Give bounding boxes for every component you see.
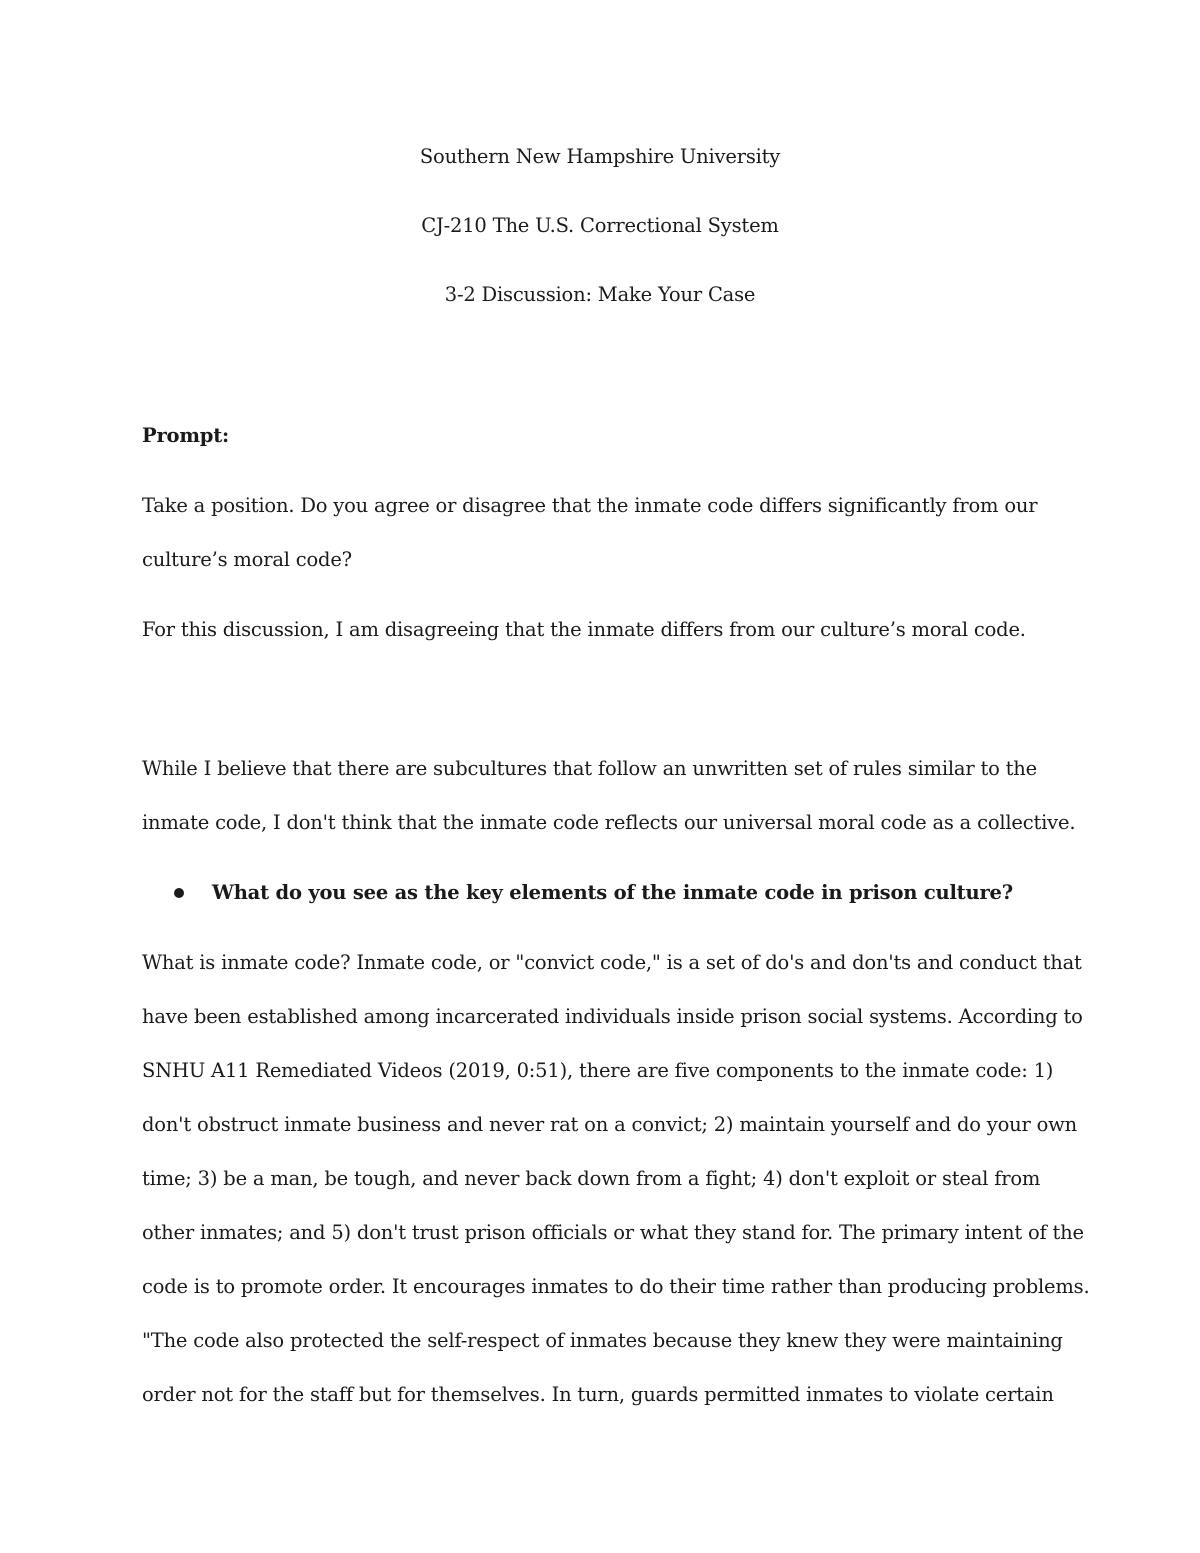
- assignment-title: 3-2 Discussion: Make Your Case: [444, 283, 756, 306]
- university-name: Southern New Hampshire University: [419, 145, 781, 168]
- body-line: code is to promote order. It encourages inmates to do their time rather than producing problems.: [142, 1275, 1090, 1298]
- body-line: order not for the staff but for themselves. In turn, guards permitted inmates to violate certain: [142, 1383, 1054, 1406]
- body-line: What is inmate code? Inmate code, or "convict code," is a set of do's and don'ts and conduct that: [142, 951, 1082, 974]
- bullet-icon: [174, 888, 184, 898]
- bullet-question: What do you see as the key elements of the inmate code in prison culture?: [212, 881, 1013, 904]
- body-line: time; 3) be a man, be tough, and never back down from a fight; 4) don't exploit or steal from: [142, 1167, 1041, 1190]
- position-statement: For this discussion, I am disagreeing that the inmate differs from our culture’s moral code.: [142, 618, 1026, 641]
- prompt-line: Take a position. Do you agree or disagree that the inmate code differs significantly from our: [142, 494, 1038, 517]
- body-line: have been established among incarcerated individuals inside prison social systems. According to: [142, 1005, 1083, 1028]
- course-title: CJ-210 The U.S. Correctional System: [421, 214, 779, 237]
- body-line: "The code also protected the self-respect of inmates because they knew they were maintaining: [142, 1329, 1063, 1352]
- prompt-label: Prompt:: [142, 424, 230, 447]
- intro-line: inmate code, I don't think that the inmate code reflects our universal moral code as a collective.: [142, 811, 1076, 834]
- body-line: SNHU A11 Remediated Videos (2019, 0:51), there are five components to the inmate code: 1): [142, 1059, 1054, 1082]
- intro-line: While I believe that there are subcultures that follow an unwritten set of rules similar to the: [142, 757, 1037, 780]
- body-line: don't obstruct inmate business and never rat on a convict; 2) maintain yourself and do your own: [142, 1113, 1078, 1136]
- prompt-line: culture’s moral code?: [142, 548, 352, 571]
- body-line: other inmates; and 5) don't trust prison officials or what they stand for. The primary intent of the: [142, 1221, 1084, 1244]
